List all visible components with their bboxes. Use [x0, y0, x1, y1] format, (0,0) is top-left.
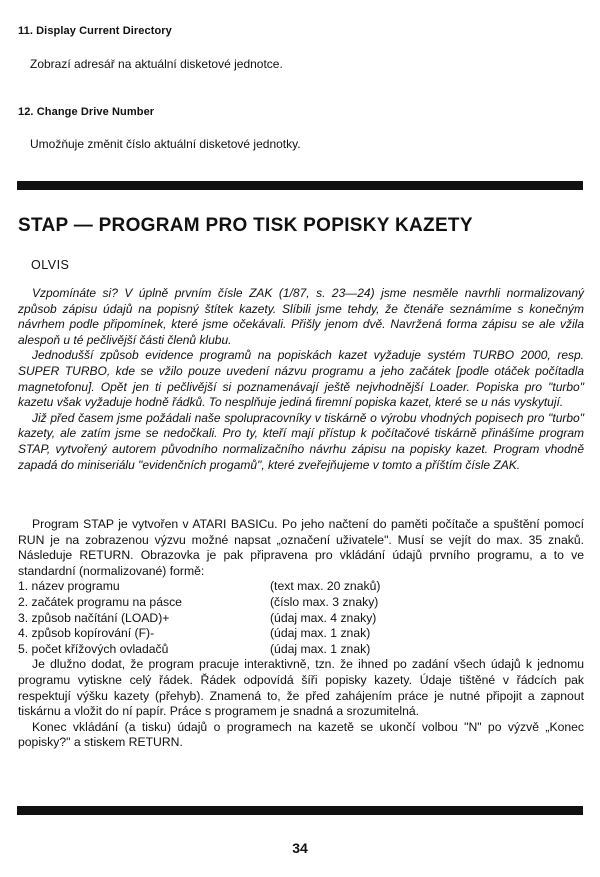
body-paragraph: Konec vkládání (a tisku) údajů o programech na kazetě se ukončí volbou "N" po výzvě „Konec popisky?" a stiskem RETURN.: [18, 719, 584, 750]
field-list-item: [18, 579, 584, 595]
body-paragraph: Program STAP je vytvořen v ATARI BASICu. Po jeho načtení do paměti počítače a spuštění pomocí RUN je na zobrazenou výzvu možné napsat „označení uživatele". Musí se vejít do max. 35 znaků. Následuje RETURN. Obrazovka je pak připravena pro vkládání údajů prvního programu, a to ve standardní (normalizované) formě:: [18, 517, 584, 578]
field-detail: (údaj max. 1 znak): [270, 641, 371, 656]
intro-paragraph: Již před časem jsme požádali naše spolupracovníky v tiskárně o výrobu vhodných popisech pro "turbo" kazety, ale zatím jsme se nedočkali. Pro ty, kteří mají přístup k počítačové tiskárně přinášíme program STAP, vytvořený autorem původního normalizačního návrhu zápisu na popisky kazet. Program vhodně zapadá do miniseriálu "evidenčních progamů", které zveřejňujeme v tomto a příštím čísle ZAK.: [18, 410, 584, 472]
field-detail: (text max. 20 znaků): [270, 579, 381, 594]
article-author: OLVIS: [31, 258, 70, 272]
field-detail: (údaj max. 1 znak): [270, 626, 371, 641]
field-name: 5. počet křížových ovladačů: [18, 641, 169, 656]
intro-paragraph: Vzpomínáte si? V úplně prvním čísle ZAK (1/87, s. 23—24) jsme nesměle navrhli normalizovaný způsob zápisu údajů na popisný štítek kazety. Slíbili jsme tehdy, že čtenáře seznámíme s konečným návrhem podle připomínek, které jsme očekávali. Přišly jenom dvě. Navržená forma zápisu se ale vžila alespoň u té pečlivější části členů klubu.: [18, 286, 584, 347]
field-name: 1. název programu: [18, 579, 120, 594]
section-text-display-directory: Zobrazí adresář na aktuální disketové jednotce.: [30, 57, 283, 71]
field-list-item: [18, 642, 584, 658]
field-name: 3. způsob načítání (LOAD)+: [18, 610, 170, 625]
section-heading-display-directory: 11. Display Current Directory: [18, 25, 172, 37]
intro-paragraph: Jednodušší způsob evidence programů na popiskách kazet vyžaduje systém TURBO 2000, resp. SUPER TURBO, kde se vžilo pouze uvedení názvu programu a jeho začátek [podle otáček počítadla magnetofonu]. Opět jen ti pečlivější si poznamenávají ještě nejvhodnější Loader. Popiska pro "turbo" kazetu však vyžaduje hodně řádků. To nesplňuje jediná firemní popiska kazet, které se u nás vyskytují.: [18, 348, 584, 410]
body-paragraph: Je dlužno dodat, že program pracuje interaktivně, tzn. že ihned po zadání všech údajů k jednomu programu vytiskne celý řádek. Řádek odpovídá šíři popisky kazety. Údaje tištěné v řádcích pak respektují výšku kazety (přehyb). Znamená to, že před zahájením práce je nutné připojit a zapnout tiskárnu a vložit do ní papír. Práce s programem je snadná a srozumitelná.: [18, 657, 584, 719]
article-title: STAP — PROGRAM PRO TISK POPISKY KAZETY: [18, 215, 473, 236]
page-number: 34: [292, 840, 308, 856]
field-list: [18, 579, 584, 657]
field-list-item: [18, 611, 584, 627]
section-heading-change-drive: 12. Change Drive Number: [18, 106, 155, 118]
field-list-item: [18, 595, 584, 611]
field-detail: (číslo max. 3 znaky): [270, 594, 379, 609]
field-list-item: [18, 626, 584, 642]
field-detail: (údaj max. 4 znaky): [270, 610, 377, 625]
field-name: 4. způsob kopírování (F)-: [18, 626, 155, 641]
divider-rule-bottom: [17, 806, 583, 815]
divider-rule-top: [17, 181, 583, 190]
article-body: [18, 517, 584, 751]
section-text-change-drive: Umožňuje změnit číslo aktuální disketové jednotky.: [30, 137, 301, 151]
article-intro: [18, 286, 584, 473]
field-name: 2. začátek programu na pásce: [18, 594, 182, 609]
